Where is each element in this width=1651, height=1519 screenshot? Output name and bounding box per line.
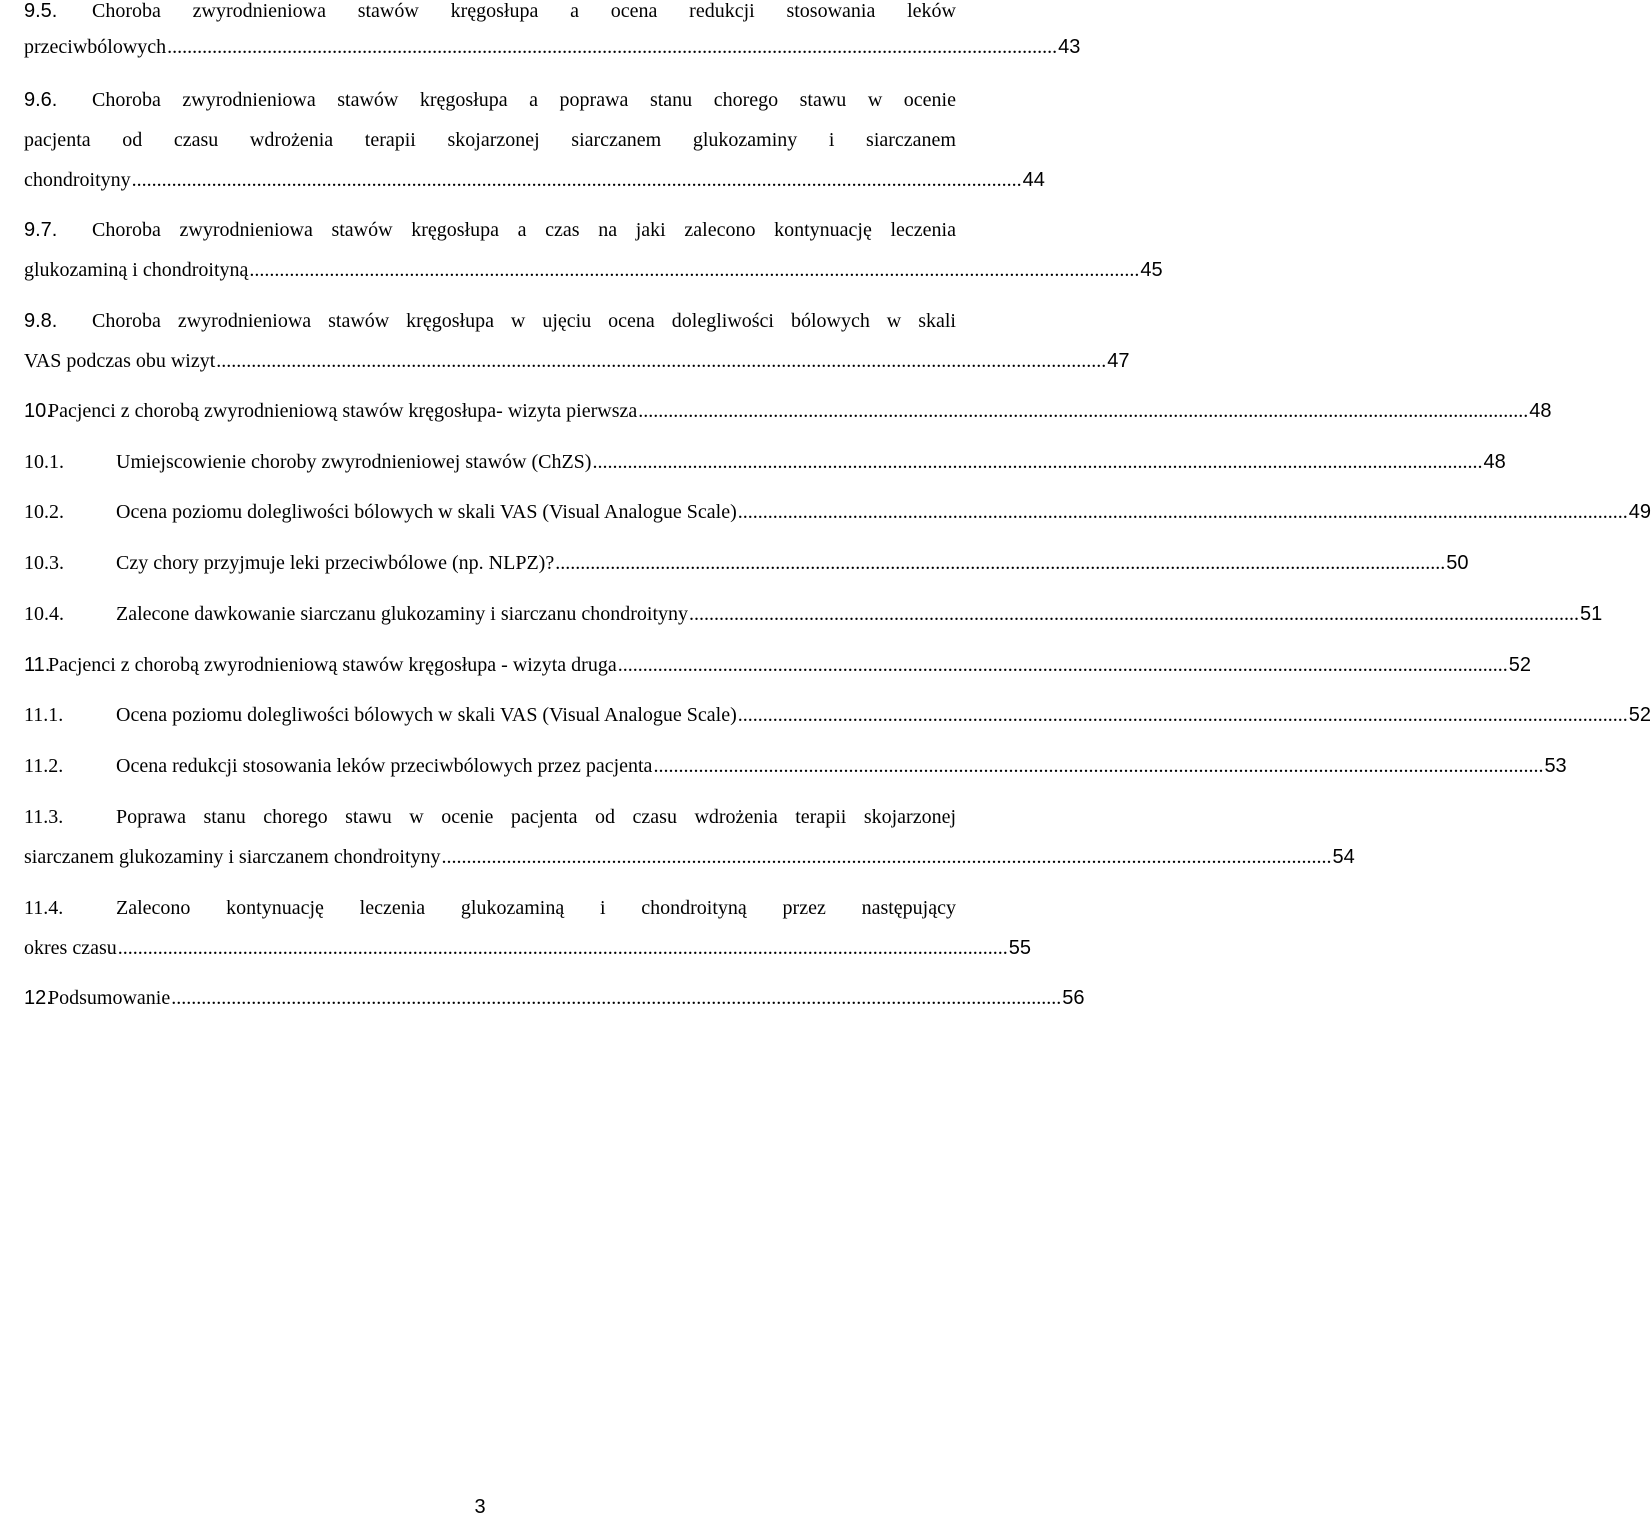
toc-page-number: 48	[1529, 400, 1552, 422]
toc-page-number: 52	[1508, 654, 1531, 676]
toc-entry-10-2[interactable]	[24, 501, 1651, 541]
toc-title-cont: VAS podczas obu wizyt	[24, 350, 216, 372]
toc-leader-dots: ..................................................................................................................................................................................	[555, 552, 1446, 574]
toc-number: 10.1.	[24, 451, 64, 473]
toc-number: 10.	[24, 400, 52, 422]
toc-number: 11.2.	[24, 755, 64, 777]
toc-number: 10.3.	[24, 552, 64, 574]
toc-entry-9-8[interactable]	[24, 310, 1130, 372]
toc-title: Pacjenci z chorobą zwyrodnieniową stawów kręgosłupa- wizyta pierwsza	[48, 400, 638, 422]
toc-leader-dots: ..................................................................................................................................................................................	[617, 654, 1508, 676]
toc-number: 11.1.	[24, 704, 64, 726]
toc-page-number: 52	[1628, 704, 1651, 726]
toc-entry-9-5[interactable]	[24, 0, 1081, 58]
toc-page-number: 50	[1446, 552, 1469, 574]
toc-number: 10.4.	[24, 603, 64, 625]
toc-entry-12[interactable]	[24, 987, 1085, 1027]
toc-title: Zalecone dawkowanie siarczanu glukozaminy i siarczanu chondroityny	[116, 603, 689, 625]
toc-entry-9-7[interactable]	[24, 219, 1163, 281]
toc-page-number: 43	[1058, 36, 1081, 58]
toc-entry-11[interactable]	[24, 654, 1531, 694]
toc-page-number: 51	[1580, 603, 1603, 625]
toc-title: Podsumowanie	[48, 987, 171, 1009]
toc-page-number: 44	[1022, 169, 1045, 191]
toc-title-cont: siarczanem glukozaminy i siarczanem chondroityny	[24, 846, 441, 868]
toc-number: 11.4.	[24, 897, 64, 919]
toc-entry-10-1[interactable]	[24, 451, 1506, 491]
toc-entry-11-2[interactable]	[24, 755, 1567, 795]
toc-leader-dots: ..................................................................................................................................................................................	[592, 451, 1483, 473]
toc-entry-11-4[interactable]	[24, 897, 1031, 959]
toc-title: Ocena poziomu dolegliwości bólowych w skali VAS (Visual Analogue Scale)	[116, 704, 737, 726]
toc-leader-dots: ..................................................................................................................................................................................	[689, 603, 1580, 625]
toc-page-number: 48	[1483, 451, 1506, 473]
toc-number: 9.8.	[24, 310, 58, 332]
toc-title-cont: pacjenta od czasu wdrożenia terapii skojarzonej siarczanem glukozaminy i siarczanem	[24, 129, 956, 151]
toc-number: 9.5.	[24, 0, 58, 22]
toc-number: 10.2.	[24, 501, 64, 523]
toc-leader-dots: ..................................................................................................................................................................................	[441, 846, 1332, 868]
toc-title: Czy chory przyjmuje leki przeciwbólowe (np. NLPZ)?	[116, 552, 555, 574]
toc-number: 11.3.	[24, 806, 64, 828]
toc-title-cont: przeciwbólowych	[24, 36, 167, 58]
toc-title: Umiejscowienie choroby zwyrodnieniowej stawów (ChZS)	[116, 451, 592, 473]
toc-title: Choroba zwyrodnieniowa stawów kręgosłupa a czas na jaki zalecono kontynuację leczenia	[92, 219, 956, 241]
toc-title-cont: okres czasu	[24, 937, 117, 959]
toc-leader-dots: ..................................................................................................................................................................................	[638, 400, 1529, 422]
toc-leader-dots: ..................................................................................................................................................................................	[131, 169, 1022, 191]
toc-leader-dots: ..................................................................................................................................................................................	[737, 704, 1628, 726]
toc-entry-9-6[interactable]	[24, 89, 1045, 191]
footer-page-number: 3	[474, 1496, 486, 1518]
toc-title: Ocena poziomu dolegliwości bólowych w skali VAS (Visual Analogue Scale)	[116, 501, 737, 523]
toc-entry-10-4[interactable]	[24, 603, 1603, 643]
toc-title: Choroba zwyrodnieniowa stawów kręgosłupa a ocena redukcji stosowania leków	[92, 0, 956, 22]
toc-number: 12.	[24, 987, 52, 1009]
toc-page-number: 55	[1008, 937, 1031, 959]
toc-title-cont: glukozaminą i chondroityną	[24, 259, 249, 281]
toc-leader-dots: ..................................................................................................................................................................................	[653, 755, 1544, 777]
toc-leader-dots: ..................................................................................................................................................................................	[216, 350, 1107, 372]
toc-page-number: 49	[1628, 501, 1651, 523]
toc-title: Pacjenci z chorobą zwyrodnieniową stawów kręgosłupa - wizyta druga	[48, 654, 617, 676]
toc-number: 9.7.	[24, 219, 58, 241]
toc-page-number: 53	[1544, 755, 1567, 777]
toc-number: 9.6.	[24, 89, 58, 111]
toc-leader-dots: ..................................................................................................................................................................................	[249, 259, 1140, 281]
toc-leader-dots: ..................................................................................................................................................................................	[737, 501, 1628, 523]
toc-title: Choroba zwyrodnieniowa stawów kręgosłupa w ujęciu ocena dolegliwości bólowych w skali	[92, 310, 956, 332]
toc-entry-10[interactable]	[24, 400, 1552, 440]
toc-page-number: 45	[1140, 259, 1163, 281]
toc-entry-11-1[interactable]	[24, 704, 1651, 744]
toc-title-cont: chondroityny	[24, 169, 131, 191]
toc-leader-dots: ..................................................................................................................................................................................	[171, 987, 1062, 1009]
toc-leader-dots: ..................................................................................................................................................................................	[117, 937, 1008, 959]
toc-page-number: 47	[1107, 350, 1130, 372]
toc-entry-11-3[interactable]	[24, 806, 1355, 868]
toc-title: Zalecono kontynuację leczenia glukozaminą i chondroityną przez następujący	[116, 897, 956, 919]
toc-number: 11.	[24, 654, 51, 676]
toc-leader-dots: ..................................................................................................................................................................................	[167, 36, 1058, 58]
toc-page-number: 56	[1062, 987, 1085, 1009]
toc-page-number: 54	[1332, 846, 1355, 868]
toc-title: Poprawa stanu chorego stawu w ocenie pacjenta od czasu wdrożenia terapii skojarzonej	[116, 806, 956, 828]
toc-title: Choroba zwyrodnieniowa stawów kręgosłupa a poprawa stanu chorego stawu w ocenie	[92, 89, 956, 111]
toc-entry-10-3[interactable]	[24, 552, 1469, 592]
toc-title: Ocena redukcji stosowania leków przeciwbólowych przez pacjenta	[116, 755, 653, 777]
